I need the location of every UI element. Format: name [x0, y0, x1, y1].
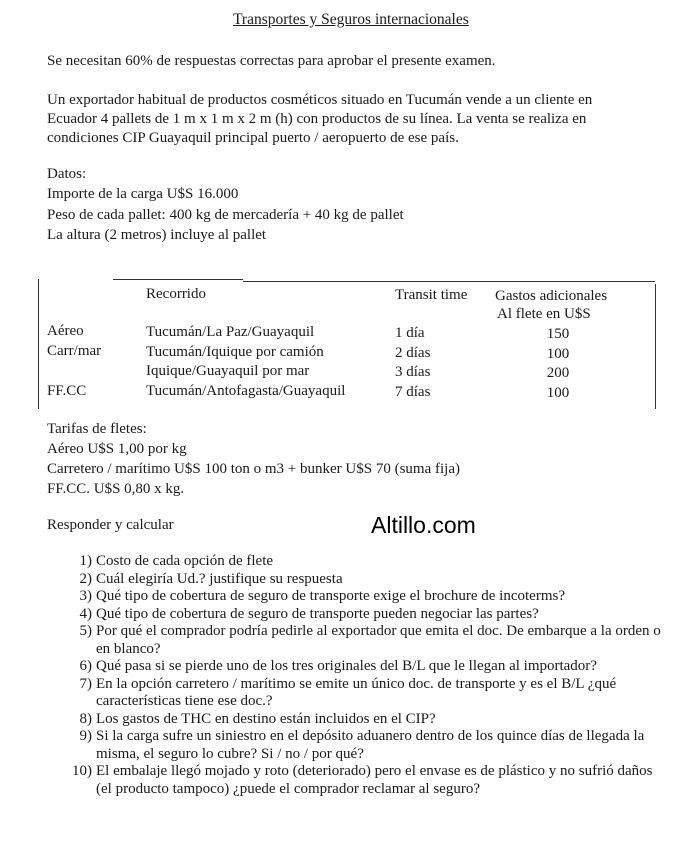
datos-line: La altura (2 metros) incluye al pallet [47, 227, 267, 243]
row-route: Tucumán/Iquique por camión [146, 344, 324, 360]
question-item [68, 553, 668, 571]
case-line: Un exportador habitual de productos cosméticos situado en Tucumán vende a un cliente en [47, 92, 593, 108]
table-rule [243, 281, 655, 282]
row-route: Tucumán/Antofagasta/Guayaquil [146, 383, 346, 399]
row-gastos: 200 [546, 365, 570, 381]
row-transit: 3 días [395, 364, 431, 380]
question-number: 3) [79, 588, 92, 604]
question-item [68, 658, 668, 676]
question-item [68, 763, 668, 798]
question-number: 2) [79, 570, 92, 587]
row-mode: Aéreo [47, 323, 84, 339]
row-route: Iquique/Guayaquil por mar [146, 363, 310, 379]
table-rule [113, 279, 243, 280]
tarifas-line: Aéreo U$S 1,00 por kg [47, 441, 187, 457]
tarifas-heading: Tarifas de fletes: [47, 421, 147, 437]
question-item [68, 606, 668, 624]
question-text: Qué pasa si se pierde uno de los tres originales del B/L que le llegan al importador? [96, 658, 597, 674]
question-number: 10) [72, 763, 92, 779]
question-list [68, 553, 668, 798]
tarifas-line: FF.CC. U$S 0,80 x kg. [47, 481, 185, 497]
question-text: Qué tipo de cobertura de seguro de transporte exige el brochure de incoterms? [96, 588, 565, 604]
question-number: 8) [79, 710, 92, 727]
question-text: En la opción carretero / marítimo se emite un único doc. de transporte y es el B/L ¿qué características tiene ese doc.? [96, 675, 617, 709]
header-gastos: Gastos adicionales [495, 288, 608, 304]
responder-heading: Responder y calcular [47, 517, 174, 533]
question-number: 1) [79, 553, 92, 569]
question-text: El embalaje llegó mojado y roto (deteriorado) pero el envase es de plástico y no sufrió daños (el producto tampoco) ¿puede el comprador reclamar al seguro? [96, 763, 653, 797]
row-transit: 1 día [395, 325, 425, 341]
question-text: Cuál elegiría Ud.? justifique su respuesta [96, 570, 343, 587]
row-transit: 7 días [395, 384, 431, 400]
datos-heading: Datos: [47, 166, 87, 182]
question-item [68, 728, 668, 763]
question-item [68, 676, 668, 711]
case-line: Ecuador 4 pallets de 1 m x 1 m x 2 m (h) con productos de su línea. La venta se realiza en [47, 111, 587, 127]
question-text: Qué tipo de cobertura de seguro de transporte pueden negociar las partes? [96, 605, 539, 622]
row-mode: Carr/mar [47, 343, 102, 359]
question-text: Costo de cada opción de flete [96, 553, 274, 569]
question-text: Si la carga sufre un siniestro en el depósito aduanero dentro de los quince días de llegada la misma, el seguro lo cubre? Si / no / por qué? [96, 728, 645, 762]
question-item [68, 588, 668, 606]
watermark-text: Altillo.com [371, 512, 476, 538]
question-item [68, 711, 668, 729]
row-mode: FF.CC [47, 383, 87, 399]
datos-line: Peso de cada pallet: 400 kg de mercadería + 40 kg de pallet [47, 207, 404, 223]
question-number: 6) [79, 658, 92, 674]
tarifas-line: Carretero / marítimo U$S 100 ton o m3 + bunker U$S 70 (suma fija) [47, 461, 460, 477]
table-border-right [655, 284, 656, 409]
document-title: Transportes y Seguros internacionales [233, 11, 469, 28]
header-transit: Transit time [395, 287, 468, 303]
question-number: 5) [79, 623, 92, 639]
question-number: 7) [79, 675, 92, 692]
row-route: Tucumán/La Paz/Guayaquil [146, 324, 315, 340]
row-gastos: 150 [546, 326, 570, 342]
row-gastos: 100 [546, 346, 570, 362]
intro-text: Se necesitan 60% de respuestas correctas para aprobar el presente examen. [47, 53, 496, 69]
question-item [68, 571, 668, 589]
question-number: 4) [79, 605, 92, 622]
question-number: 9) [79, 728, 92, 744]
datos-line: Importe de la carga U$S 16.000 [47, 186, 239, 202]
row-gastos: 100 [546, 385, 570, 401]
question-text: Los gastos de THC en destino están incluidos en el CIP? [96, 710, 436, 727]
header-gastos-sub: Al flete en U$S [497, 306, 591, 322]
table-border-left [38, 279, 39, 409]
header-recorrido: Recorrido [146, 286, 206, 302]
question-item [68, 623, 668, 658]
row-transit: 2 días [395, 345, 431, 361]
question-text: Por qué el comprador podría pedirle al exportador que emita el doc. De embarque a la orden o en blanco? [96, 623, 661, 657]
case-line: condiciones CIP Guayaquil principal puerto / aeropuerto de ese país. [47, 130, 459, 146]
